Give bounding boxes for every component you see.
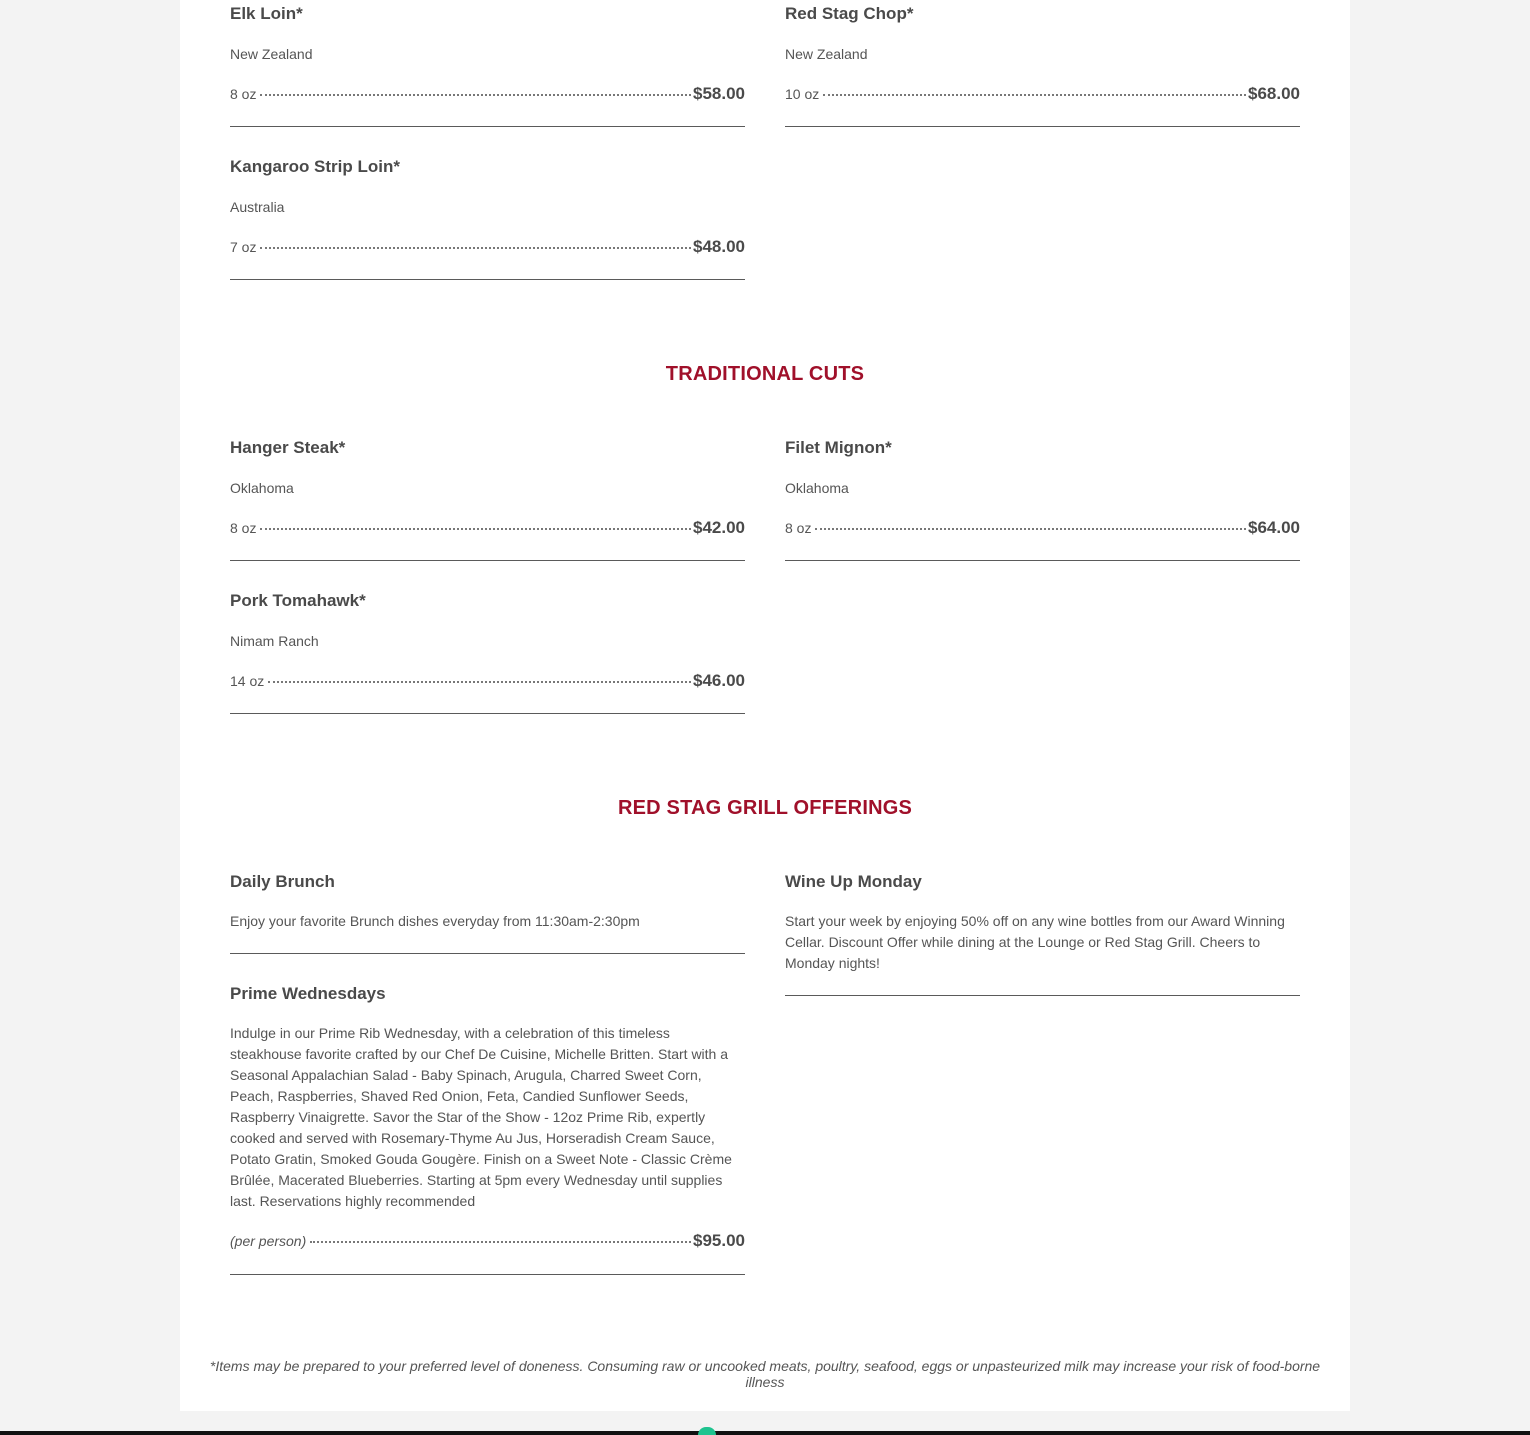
menu-item-portion: 10 oz: [785, 86, 820, 102]
menu-item-price-row: [230, 671, 745, 695]
menu-item-price-row: [785, 84, 1300, 108]
menu-item-price: $48.00: [693, 237, 745, 256]
menu-item-name: Hanger Steak*: [230, 438, 346, 457]
offering-wine-up-monday: [785, 868, 1300, 996]
offering-price-row: [230, 1231, 745, 1255]
offering-portion: (per person): [230, 1233, 307, 1249]
menu-item-price-row: [785, 518, 1300, 542]
menu-item-portion: 8 oz: [230, 520, 257, 536]
menu-item-portion: 14 oz: [230, 673, 265, 689]
menu-item-origin: Nimam Ranch: [230, 633, 319, 649]
offering-price: $95.00: [693, 1231, 745, 1250]
dot-leader: [815, 527, 1246, 530]
menu-item-pork-tomahawk: [230, 587, 745, 714]
dot-leader: [310, 1240, 691, 1243]
menu-item-price-row: [230, 84, 745, 108]
menu-item-hanger-steak: [230, 434, 745, 561]
menu-item-kangaroo-strip-loin: [230, 153, 745, 280]
menu-item-name: Kangaroo Strip Loin*: [230, 157, 400, 176]
bottom-bar: [0, 1431, 1530, 1435]
menu-item-origin: New Zealand: [230, 46, 313, 62]
menu-item-elk-loin: [230, 0, 745, 127]
menu-item-price: $68.00: [1248, 84, 1300, 103]
offering-description: Enjoy your favorite Brunch dishes everyday from 11:30am-2:30pm: [230, 913, 640, 929]
dot-leader: [268, 680, 691, 683]
menu-item-price: $42.00: [693, 518, 745, 537]
menu-item-price-row: [230, 518, 745, 542]
offering-name: Prime Wednesdays: [230, 984, 386, 1003]
dot-leader: [260, 93, 691, 96]
menu-panel: [180, 0, 1350, 1411]
menu-item-price: $46.00: [693, 671, 745, 690]
menu-item-name: Pork Tomahawk*: [230, 591, 366, 610]
menu-item-portion: 8 oz: [785, 520, 812, 536]
menu-item-red-stag-chop: [785, 0, 1300, 127]
offering-name: Daily Brunch: [230, 872, 335, 891]
menu-item-origin: New Zealand: [785, 46, 868, 62]
offering-daily-brunch: [230, 868, 745, 954]
menu-item-filet-mignon: [785, 434, 1300, 561]
menu-item-portion: 8 oz: [230, 86, 257, 102]
disclaimer-footnote: *Items may be prepared to your preferred level of doneness. Consuming raw or uncooked meats, poultry, seafood, eggs or unpasteurized milk may increase your risk of food-borne illness: [209, 1358, 1321, 1390]
offering-name: Wine Up Monday: [785, 872, 922, 891]
menu-item-origin: Australia: [230, 199, 285, 215]
menu-item-name: Filet Mignon*: [785, 438, 892, 457]
offering-description: Indulge in our Prime Rib Wednesday, with a celebration of this timeless steakhouse favorite crafted by our Chef De Cuisine, Michelle Britten. Start with a Seasonal Appalachian Salad - Baby Spinach, Arugula, Charred Sweet Corn, Peach, Raspberries, Shaved Red Onion, Feta, Candied Sunflower Seeds, Raspberry Vinaigrette. Savor the Star of the Show - 12oz Prime Rib, expertly cooked and served with Rosemary-Thyme Au Jus, Horseradish Cream Sauce, Potato Gratin, Smoked Gouda Gougère. Finish on a Sweet Note - Classic Crème Brûlée, Macerated Blueberries. Starting at 5pm every Wednesday until supplies last. Reservations highly recommended: [230, 1025, 732, 1209]
menu-item-price: $58.00: [693, 84, 745, 103]
menu-item-origin: Oklahoma: [785, 480, 849, 496]
menu-item-name: Elk Loin*: [230, 4, 303, 23]
chat-widget-icon[interactable]: [698, 1427, 716, 1435]
offering-prime-wednesdays: [230, 980, 745, 1275]
menu-item-name: Red Stag Chop*: [785, 4, 914, 23]
section-title-red-stag-grill-offerings: RED STAG GRILL OFFERINGS: [617, 797, 913, 819]
menu-item-price-row: [230, 237, 745, 261]
section-title-traditional-cuts: TRADITIONAL CUTS: [665, 363, 865, 385]
menu-item-price: $64.00: [1248, 518, 1300, 537]
dot-leader: [823, 93, 1246, 96]
menu-item-portion: 7 oz: [230, 239, 257, 255]
dot-leader: [260, 527, 691, 530]
dot-leader: [260, 246, 691, 249]
offering-description: Start your week by enjoying 50% off on any wine bottles from our Award Winning Cellar. Discount Offer while dining at the Lounge or Red Stag Grill. Cheers to Monday nights!: [785, 913, 1285, 971]
menu-item-origin: Oklahoma: [230, 480, 294, 496]
